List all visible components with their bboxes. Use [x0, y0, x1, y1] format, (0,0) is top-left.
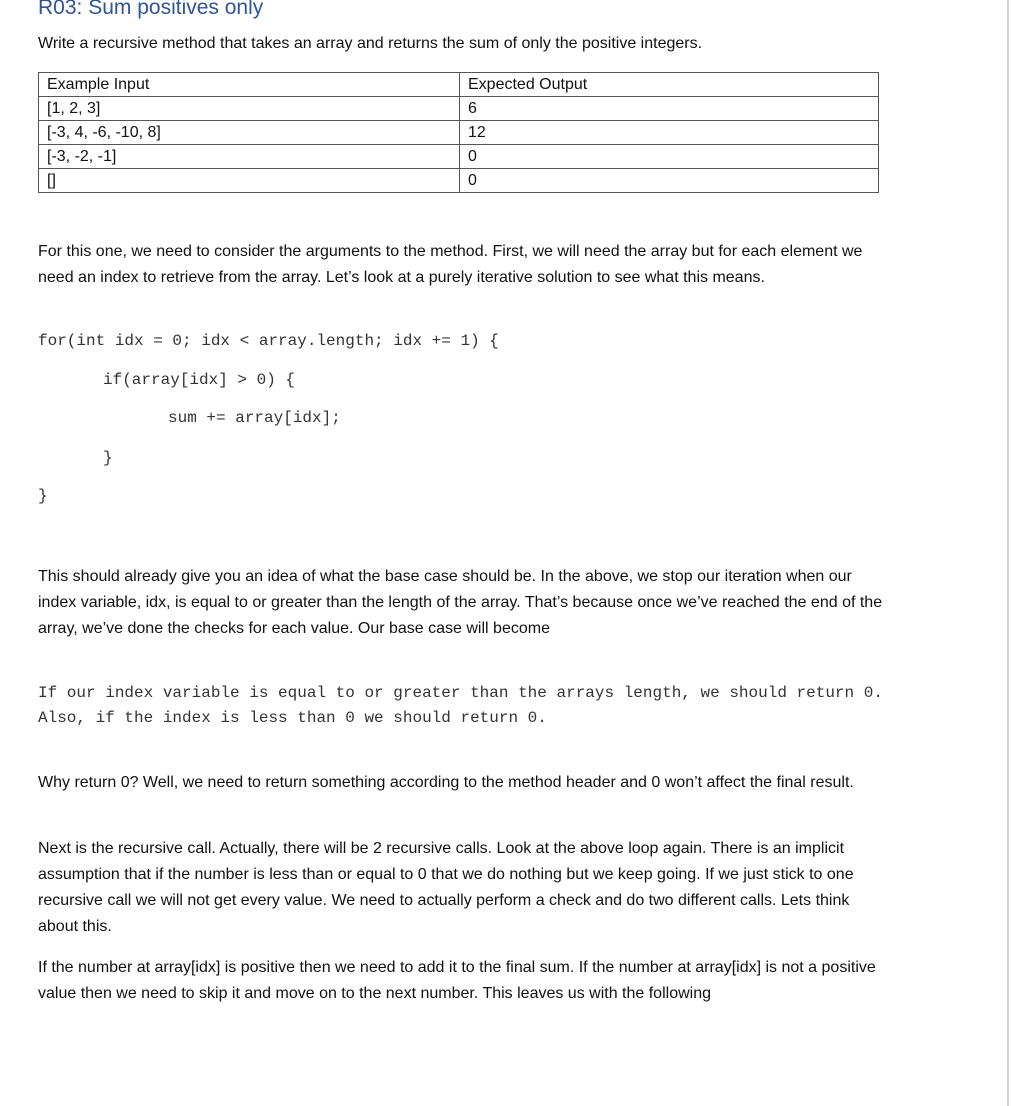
- intro-paragraph: Write a recursive method that takes an array and returns the sum of only the positive integers.: [38, 35, 703, 52]
- table-cell-input: [-3, 4, -6, -10, 8]: [39, 121, 460, 145]
- table-row: [39, 97, 879, 121]
- code-line-close-if: }: [103, 449, 113, 467]
- paragraph-positive-check: If the number at array[idx] is positive then we need to add it to the final sum. If the number at array[idx] is not a positive value then we need to skip it and move on to the next number. This leaves us with the following: [38, 959, 876, 1002]
- examples-table: [38, 72, 879, 193]
- table-row: [39, 121, 879, 145]
- table-header-row: [39, 73, 879, 97]
- paragraph-base-case: This should already give you an idea of what the base case should be. In the above, we stop our iteration when our index variable, idx, is equal to or greater than the length of the array. That’s because once we’ve reached the end of the array, we’ve done the checks for each value. Our base case will become: [38, 568, 883, 637]
- table-cell-output: 0: [460, 145, 879, 169]
- table-cell-input: [-3, -2, -1]: [39, 145, 460, 169]
- code-line-sum: sum += array[idx];: [168, 409, 341, 427]
- page-title: R03: Sum positives only: [38, 0, 264, 19]
- table-header-input: Example Input: [39, 73, 460, 97]
- table-row: [39, 169, 879, 193]
- code-line-if: if(array[idx] > 0) {: [103, 371, 296, 389]
- table-cell-output: 0: [460, 169, 879, 193]
- code-line-close-for: }: [38, 487, 48, 505]
- table-cell-output: 12: [460, 121, 879, 145]
- table-row: [39, 145, 879, 169]
- table-cell-input: [1, 2, 3]: [39, 97, 460, 121]
- table-header-output: Expected Output: [460, 73, 879, 97]
- table-cell-input: []: [39, 169, 460, 193]
- paragraph-why-zero: Why return 0? Well, we need to return something according to the method header and 0 won’t affect the final result.: [38, 774, 854, 791]
- paragraph-recursive-call: Next is the recursive call. Actually, there will be 2 recursive calls. Look at the above loop again. There is an implicit assumption that if the number is less than or equal to 0 that we do nothing but we keep going. If we just stick to one recursive call we will not get every value. We need to actually perform a check and do two different calls. Lets think about this.: [38, 840, 854, 935]
- table-cell-output: 6: [460, 97, 879, 121]
- page-edge: [1007, 0, 1009, 1106]
- base-case-statement: If our index variable is equal to or greater than the arrays length, we should return 0. Also, if the index is less than 0 we should return 0.: [38, 684, 883, 727]
- paragraph-arguments: For this one, we need to consider the arguments to the method. First, we will need the array but for each element we need an index to retrieve from the array. Let’s look at a purely iterative solution to see what this means.: [38, 243, 863, 286]
- code-line-for: for(int idx = 0; idx < array.length; idx += 1) {: [38, 332, 499, 350]
